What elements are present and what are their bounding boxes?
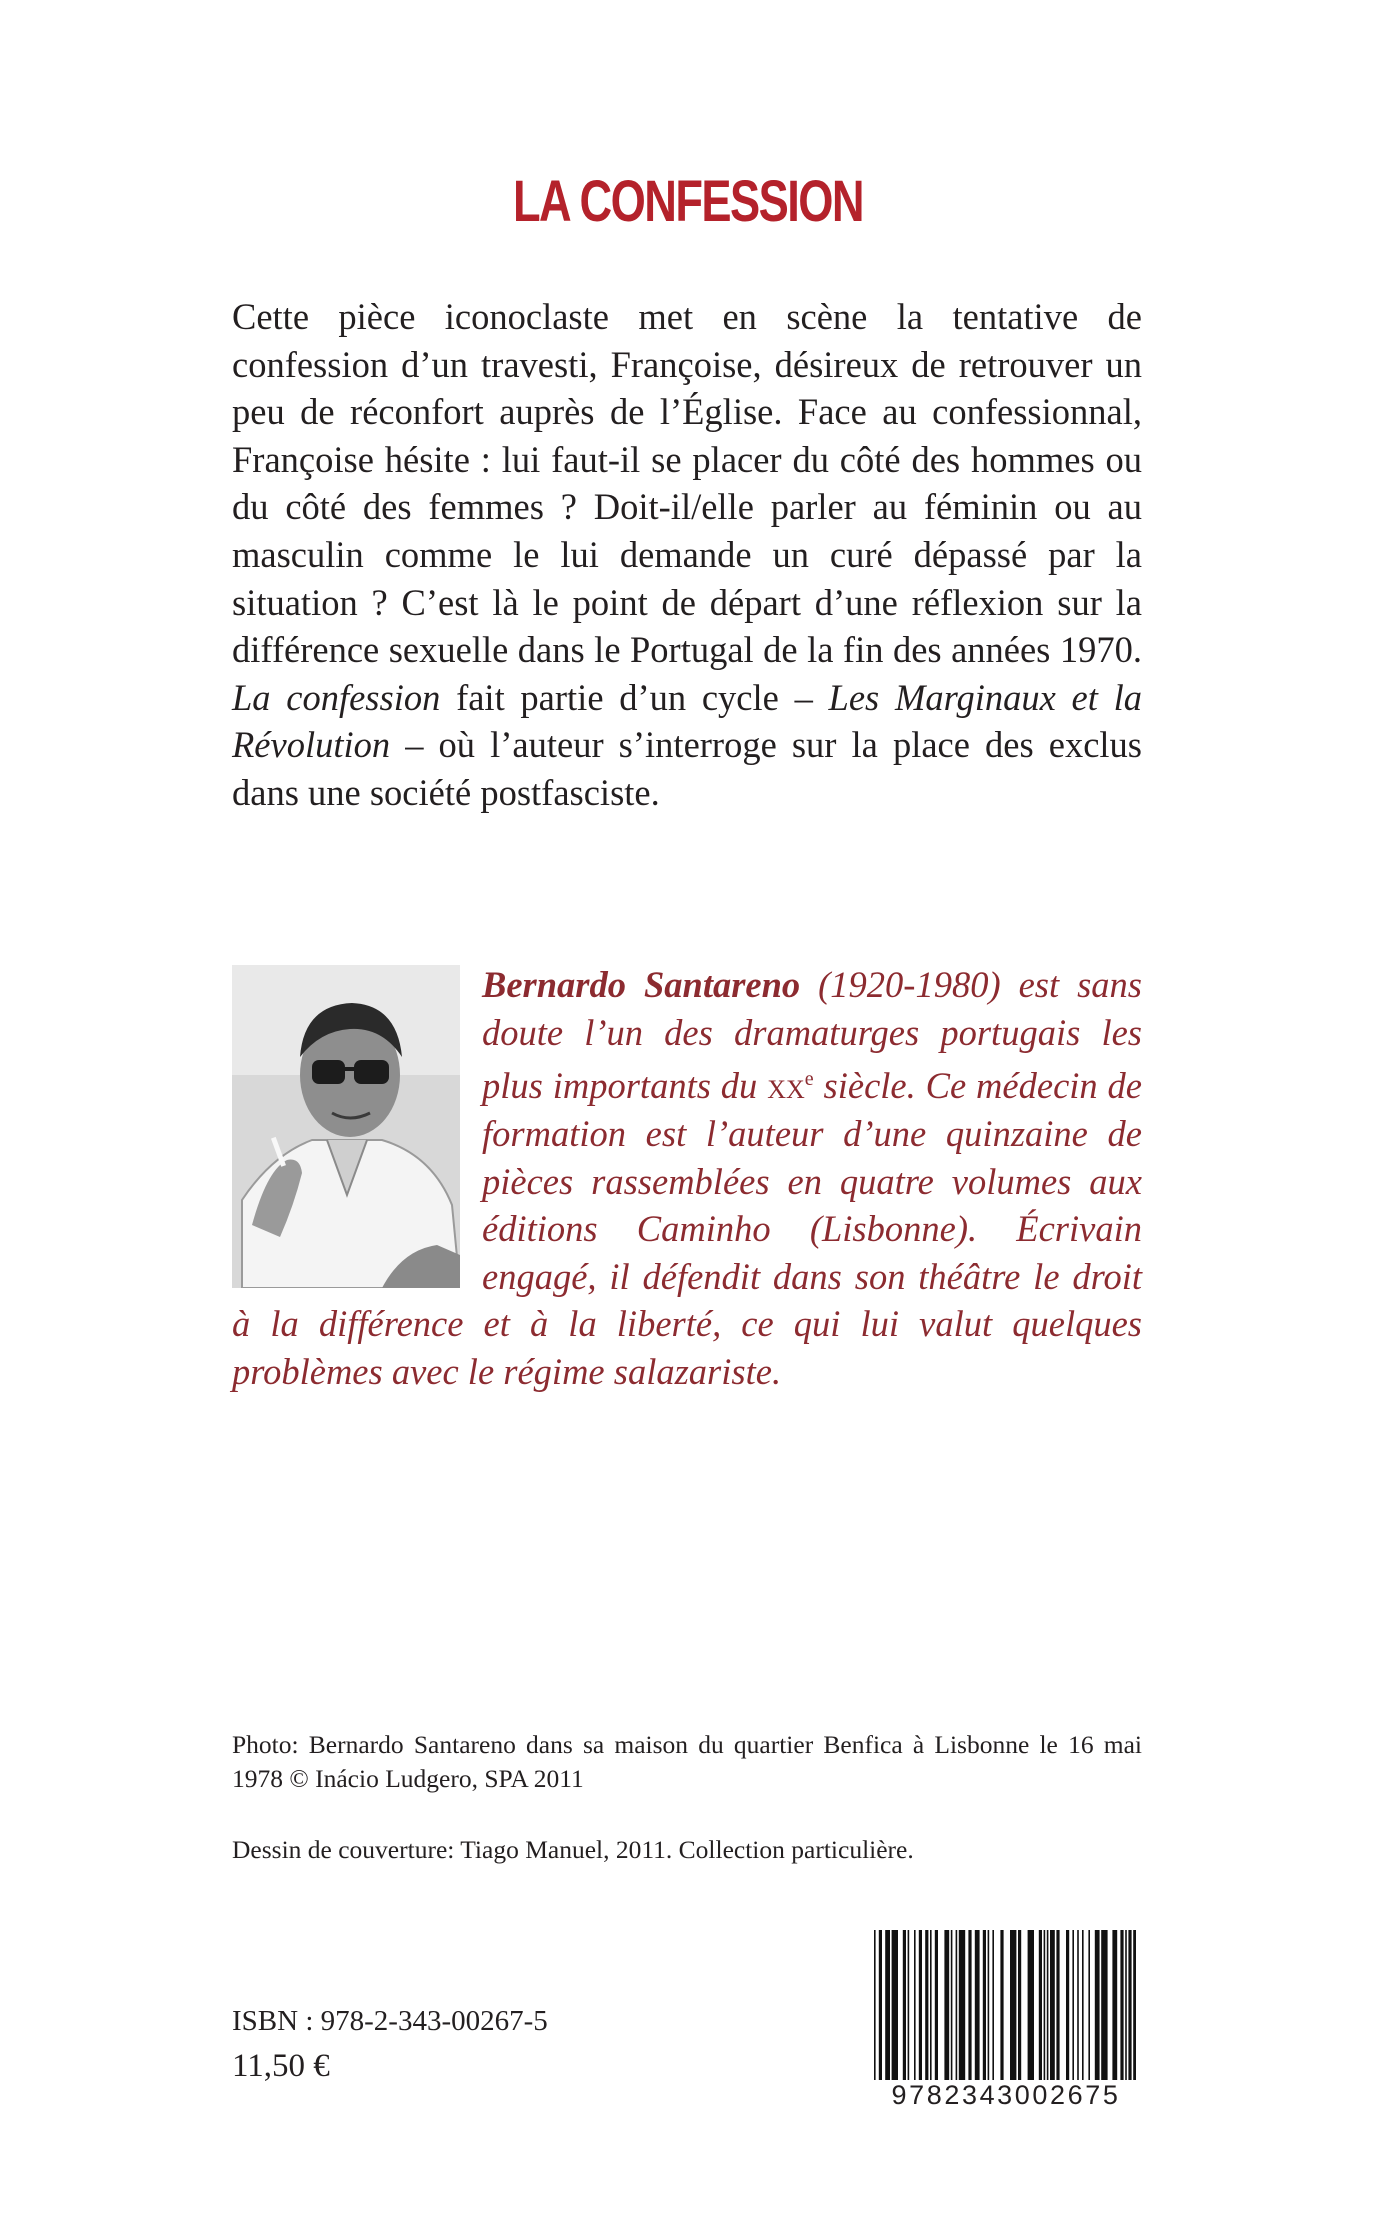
barcode-bar <box>992 1930 994 2080</box>
author-bio <box>232 961 1142 1396</box>
book-title: LA CONFESSION <box>512 169 864 234</box>
summary-italic-title: La confession <box>232 676 441 718</box>
barcode-bar <box>925 1930 928 2080</box>
barcode-bar <box>1056 1930 1059 2080</box>
barcode-bar <box>1039 1930 1042 2080</box>
barcode-bar <box>885 1930 890 2080</box>
barcode-bar <box>1112 1930 1117 2080</box>
barcode-bar <box>988 1930 990 2080</box>
author-photo <box>232 965 460 1288</box>
author-name: Bernardo Santareno <box>482 964 801 1005</box>
summary-text-2: fait partie d’un cycle – <box>440 676 829 718</box>
barcode-bar <box>930 1930 932 2080</box>
barcode-bar <box>1082 1930 1084 2080</box>
barcode-bar <box>968 1930 971 2080</box>
barcode-digits: 9782343002675 <box>891 2080 1121 2110</box>
barcode-bar <box>1066 1930 1069 2080</box>
barcode-bar <box>1044 1930 1046 2080</box>
bio-text: (1920-1980) est sans doute l’un des dramaturges portugais les plus importants du <box>482 964 1142 1107</box>
summary-text: Cette pièce iconoclaste met en scène la tentative de confession d’un travesti, Françoise, désireux de retrouver un peu de réconfort auprès de l’Église. Face au confessionnal, Françoise hésite : lui faut-il se placer du côté des hommes ou du côté des femmes ? Doit-il/elle parler au féminin ou au masculin comme le lui demande un curé dépassé par la situation ? C’est là le point de départ d’une réflexion sur la différence sexuelle dans le Portugal de la fin des années 1970. <box>232 296 1142 671</box>
barcode-bar <box>1088 1930 1090 2080</box>
summary-italic-cycle: Les Marginaux et la Révolution <box>232 676 1142 766</box>
bio-text-2: siècle. Ce médecin de formation est l’auteur d’une quinzaine de pièces rassemblées en quatre volumes aux éditions Caminho (Lisbonne). Écrivain engagé, il défendit dans son théâtre le droit à la différence et à la liberté, ce qui lui valut quelques problèmes avec le régime salazariste. <box>232 1065 1142 1392</box>
barcode-bar <box>951 1930 953 2080</box>
century-superscript: e <box>804 1068 814 1091</box>
barcode-bar <box>935 1930 938 2080</box>
barcode-bar <box>892 1930 898 2080</box>
barcode <box>870 1930 1142 2080</box>
barcode-bar <box>959 1930 965 2080</box>
barcode-bar <box>903 1930 906 2080</box>
barcode-bar <box>1072 1930 1074 2080</box>
barcode-bar <box>1125 1930 1127 2080</box>
barcode-bar <box>1133 1930 1136 2080</box>
barcode-bar <box>1095 1930 1100 2080</box>
barcode-bar <box>983 1930 986 2080</box>
cover-credit: Dessin de couverture: Tiago Manuel, 2011. Collection particulière. <box>232 1835 914 1864</box>
barcode-bar <box>914 1930 916 2080</box>
summary-text-3: – où l’auteur s’interroge sur la place des exclus dans une société postfasciste. <box>232 724 1142 813</box>
price: 11,50 € <box>232 2048 330 2084</box>
photo-caption: Photo: Bernardo Santareno dans sa maison du quartier Benfica à Lisbonne le 16 mai 1978 © Inácio Ludgero, SPA 2011 <box>232 1730 1142 1793</box>
barcode-bar <box>1010 1930 1016 2080</box>
barcode-bar <box>1128 1930 1131 2080</box>
barcode-bar <box>919 1930 922 2080</box>
barcode-bar <box>1047 1930 1049 2080</box>
barcode-bar <box>975 1930 980 2080</box>
barcode-bar <box>1018 1930 1021 2080</box>
barcode-bar <box>1000 1930 1003 2080</box>
isbn: ISBN : 978-2-343-00267-5 <box>232 2005 548 2037</box>
book-summary <box>232 293 1142 817</box>
barcode-bar <box>956 1930 958 2080</box>
century-numeral: xx <box>767 1065 805 1107</box>
barcode-bar <box>874 1930 876 2080</box>
barcode-bar <box>1101 1930 1107 2080</box>
barcode-bar <box>1077 1930 1079 2080</box>
barcode-bar <box>1028 1930 1034 2080</box>
barcode-bar <box>1120 1930 1123 2080</box>
barcode-bar <box>908 1930 910 2080</box>
barcode-bar <box>944 1930 949 2080</box>
barcode-bar <box>1050 1930 1055 2080</box>
barcode-bar <box>879 1930 882 2080</box>
